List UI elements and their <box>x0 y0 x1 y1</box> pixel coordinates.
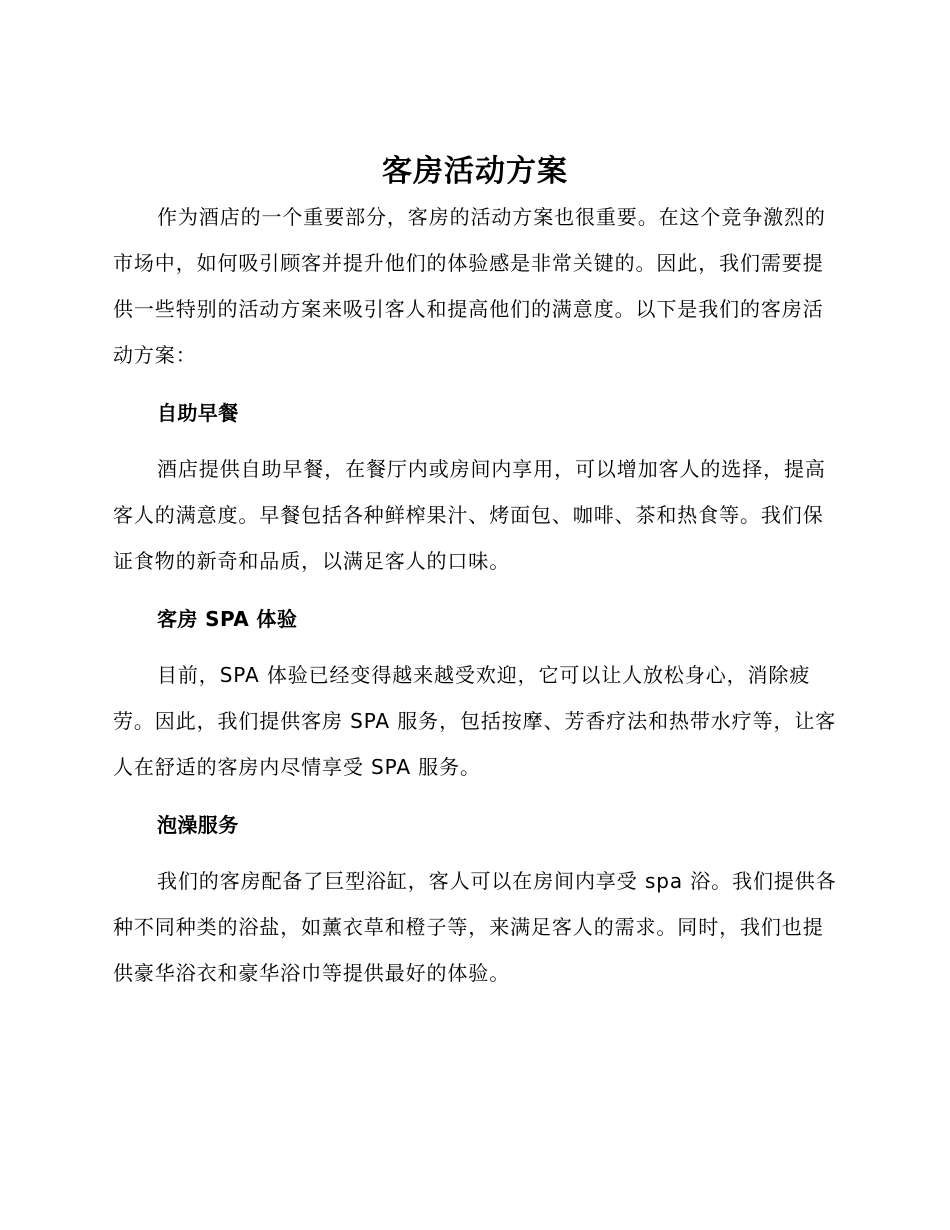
section-heading-breakfast: 自助早餐 <box>157 401 239 425</box>
document-title: 客房活动方案 <box>382 154 568 189</box>
section-body-bath: 我们的客房配备了巨型浴缸，客人可以在房间内享受 spa 浴。我们提供各种不同种类的浴盐，如薰衣草和橙子等，来满足客人的需求。同时，我们也提供豪华浴衣和豪华浴巾等提供最好的体验。 <box>113 869 837 985</box>
section-heading-spa: 客房 SPA 体验 <box>157 607 298 631</box>
intro-paragraph: 作为酒店的一个重要部分，客房的活动方案也很重要。在这个竞争激烈的市场中，如何吸引顾客并提升他们的体验感是非常关键的。因此，我们需要提供一些特别的活动方案来吸引客人和提高他们的满意度。以下是我们的客房活动方案： <box>113 205 826 367</box>
section-body-spa: 目前，SPA 体验已经变得越来越受欢迎，它可以让人放松身心，消除疲劳。因此，我们提供客房 SPA 服务，包括按摩、芳香疗法和热带水疗等，让客人在舒适的客房内尽情享受 SPA 服务。 <box>113 663 837 779</box>
section-heading-bath: 泡澡服务 <box>157 813 239 837</box>
section-body-breakfast: 酒店提供自助早餐，在餐厅内或房间内享用，可以增加客人的选择，提高客人的满意度。早餐包括各种鲜榨果汁、烤面包、咖啡、茶和热食等。我们保证食物的新奇和品质，以满足客人的口味。 <box>113 457 826 573</box>
document-body <box>113 150 837 996</box>
